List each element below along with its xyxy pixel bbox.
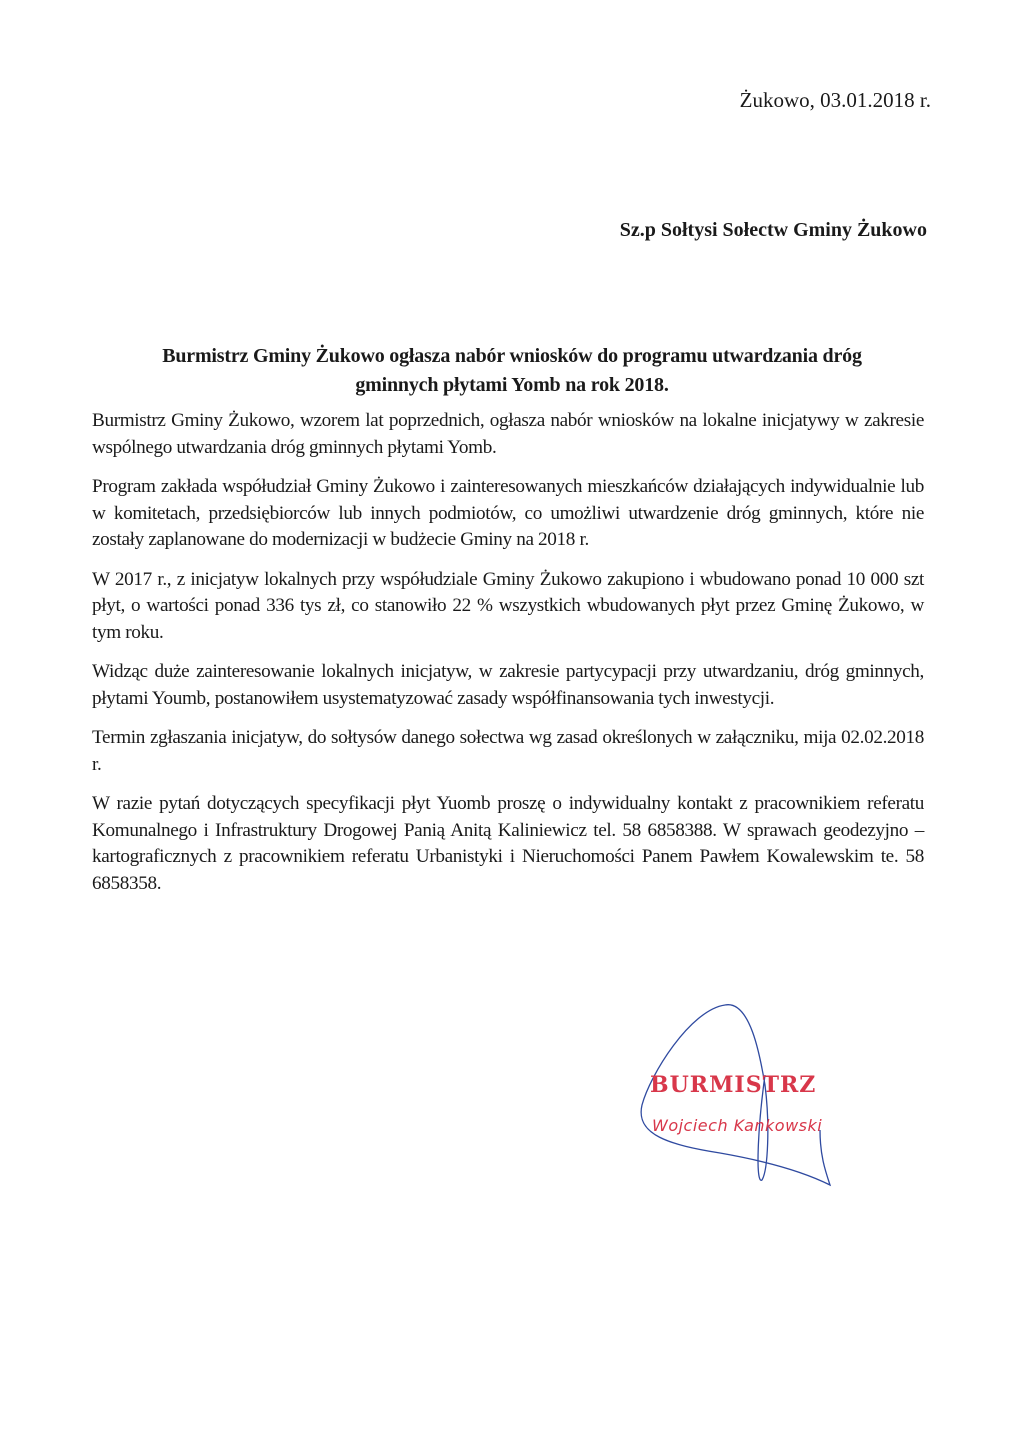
paragraph: W 2017 r., z inicjatyw lokalnych przy współudziale Gminy Żukowo zakupiono i wbudowano ponad 10 000 szt płyt, o wartości ponad 336 tys zł, co stanowiło 22 % wszystkich wbudowanych płyt przez Gminę Żukowo, w tym roku. [92, 568, 924, 643]
paragraph: Burmistrz Gminy Żukowo, wzorem lat poprzednich, ogłasza nabór wniosków na lokalne inicjatywy w zakresie wspólnego utwardzania dróg gminnych płytami Yomb. [92, 410, 924, 458]
document-title [92, 342, 932, 400]
title-line-2: gminnych płytami Yomb na rok 2018. [355, 374, 669, 396]
paragraph: Program zakłada współudział Gminy Żukowo i zainteresowanych mieszkańców działających indywidualnie lub w komitetach, przedsiębiorców lub innych podmiotów, co umożliwi utwardzenie dróg gminnych, które nie zostały zaplanowane do modernizacji w budżecie Gminy na 2018 r. [92, 476, 924, 550]
letter-body [92, 408, 924, 910]
recipient: Sz.p Sołtysi Sołectw Gminy Żukowo [619, 219, 927, 241]
stamp-name: Wojciech Kankowski [652, 1116, 823, 1135]
place-date: Żukowo, 03.01.2018 r. [739, 88, 931, 112]
paragraph: Widząc duże zainteresowanie lokalnych inicjatyw, w zakresie partycypacji przy utwardzaniu, dróg gminnych, płytami Youmb, postanowiłem usystematyzować zasady współfinansowania tych inwestycji. [92, 661, 924, 709]
paragraph: W razie pytań dotyczących specyfikacji płyt Yuomb proszę o indywidualny kontakt z pracownikiem referatu Komunalnego i Infrastruktury Drogowej Panią Anitą Kaliniewicz tel. 58 6858388. W sprawach geodezyjno – kartograficznych z pracownikiem referatu Urbanistyki i Nieruchomości Panem Pawłem Kowalewskim te. 58 6858358. [92, 793, 924, 894]
stamp-title: BURMISTRZ [650, 1072, 817, 1098]
paragraph: Termin zgłaszania inicjatyw, do sołtysów danego sołectwa wg zasad określonych w załączniku, mija 02.02.2018 r. [92, 727, 924, 775]
title-line-1: Burmistrz Gminy Żukowo ogłasza nabór wniosków do programu utwardzania dróg [162, 345, 862, 367]
